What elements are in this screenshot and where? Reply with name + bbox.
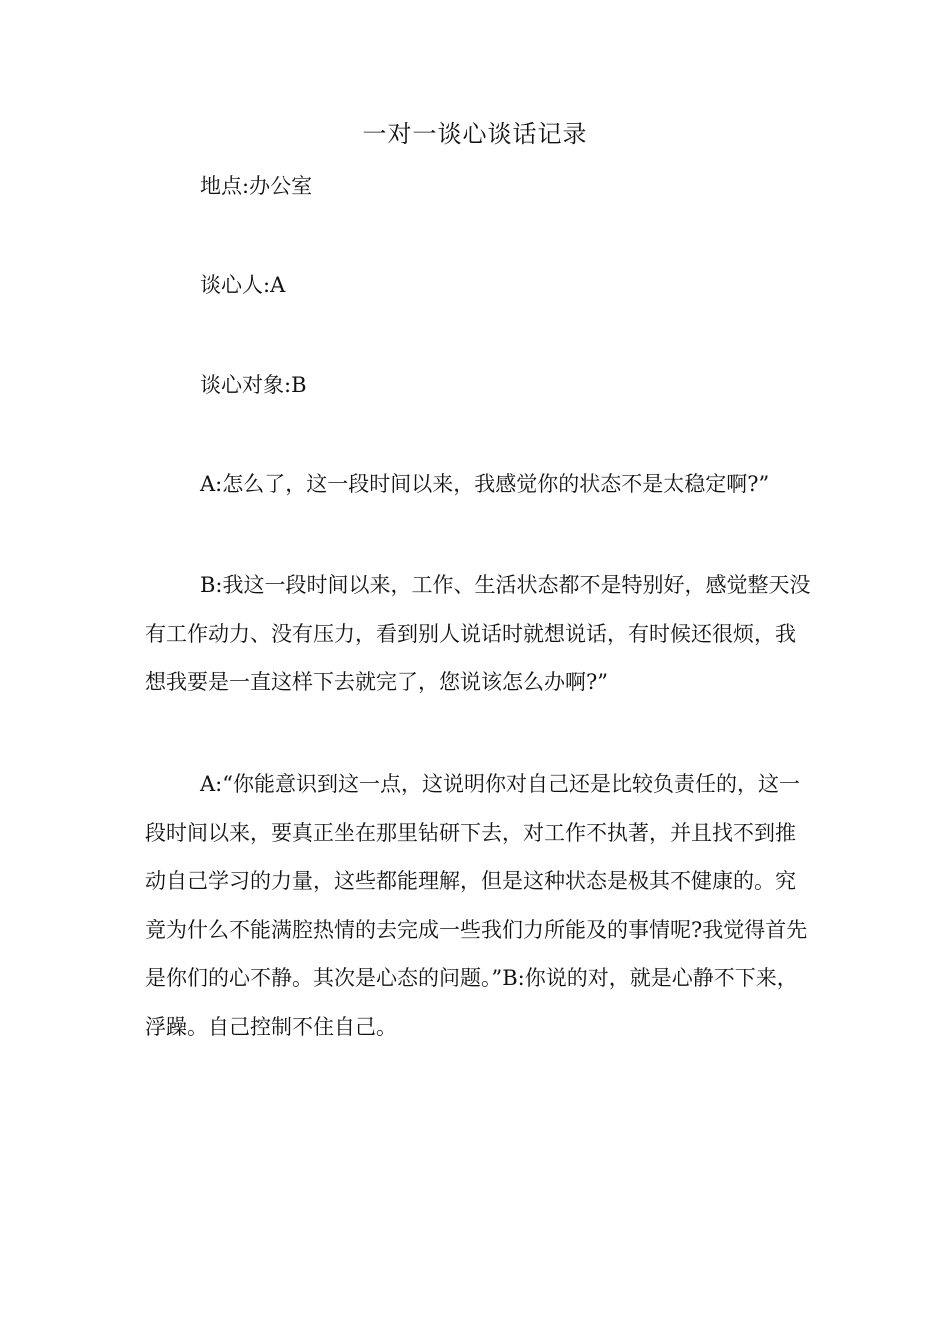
dialogue-paragraph-a1: A:怎么了，这一段时间以来，我感觉你的状态不是太稳定啊?” bbox=[200, 472, 770, 496]
speaker-field: 谈心人:A bbox=[200, 273, 286, 297]
dialogue-paragraph-b1: B:我这一段时间以来，工作、生活状态都不是特别好，感觉整天没有工作动力、没有压力，看到别人说话时就想说话，有时候还很烦，我想我要是一直这样下去就完了，您说该怎么办啊?” bbox=[145, 573, 811, 694]
dialogue-paragraph-a2: A:“你能意识到这一点，这说明你对自己还是比较负责任的，这一段时间以来，要真正坐在那里钻研下去，对工作不执著，并且找不到推动自己学习的力量，这些都能理解，但是这种状态是极其不健康的。究竟为什么不能满腔热情的去完成一些我们力所能及的事情呢?我觉得首先是你们的心不静。其次是心态的问题。”B:你说的对，就是心静不下来，浮躁。自己控制不住自己。 bbox=[145, 772, 808, 1039]
subject-field: 谈心对象:B bbox=[200, 373, 307, 397]
location-field: 地点:办公室 bbox=[200, 174, 313, 198]
document-title: 一对一谈心谈话记录 bbox=[362, 120, 588, 148]
